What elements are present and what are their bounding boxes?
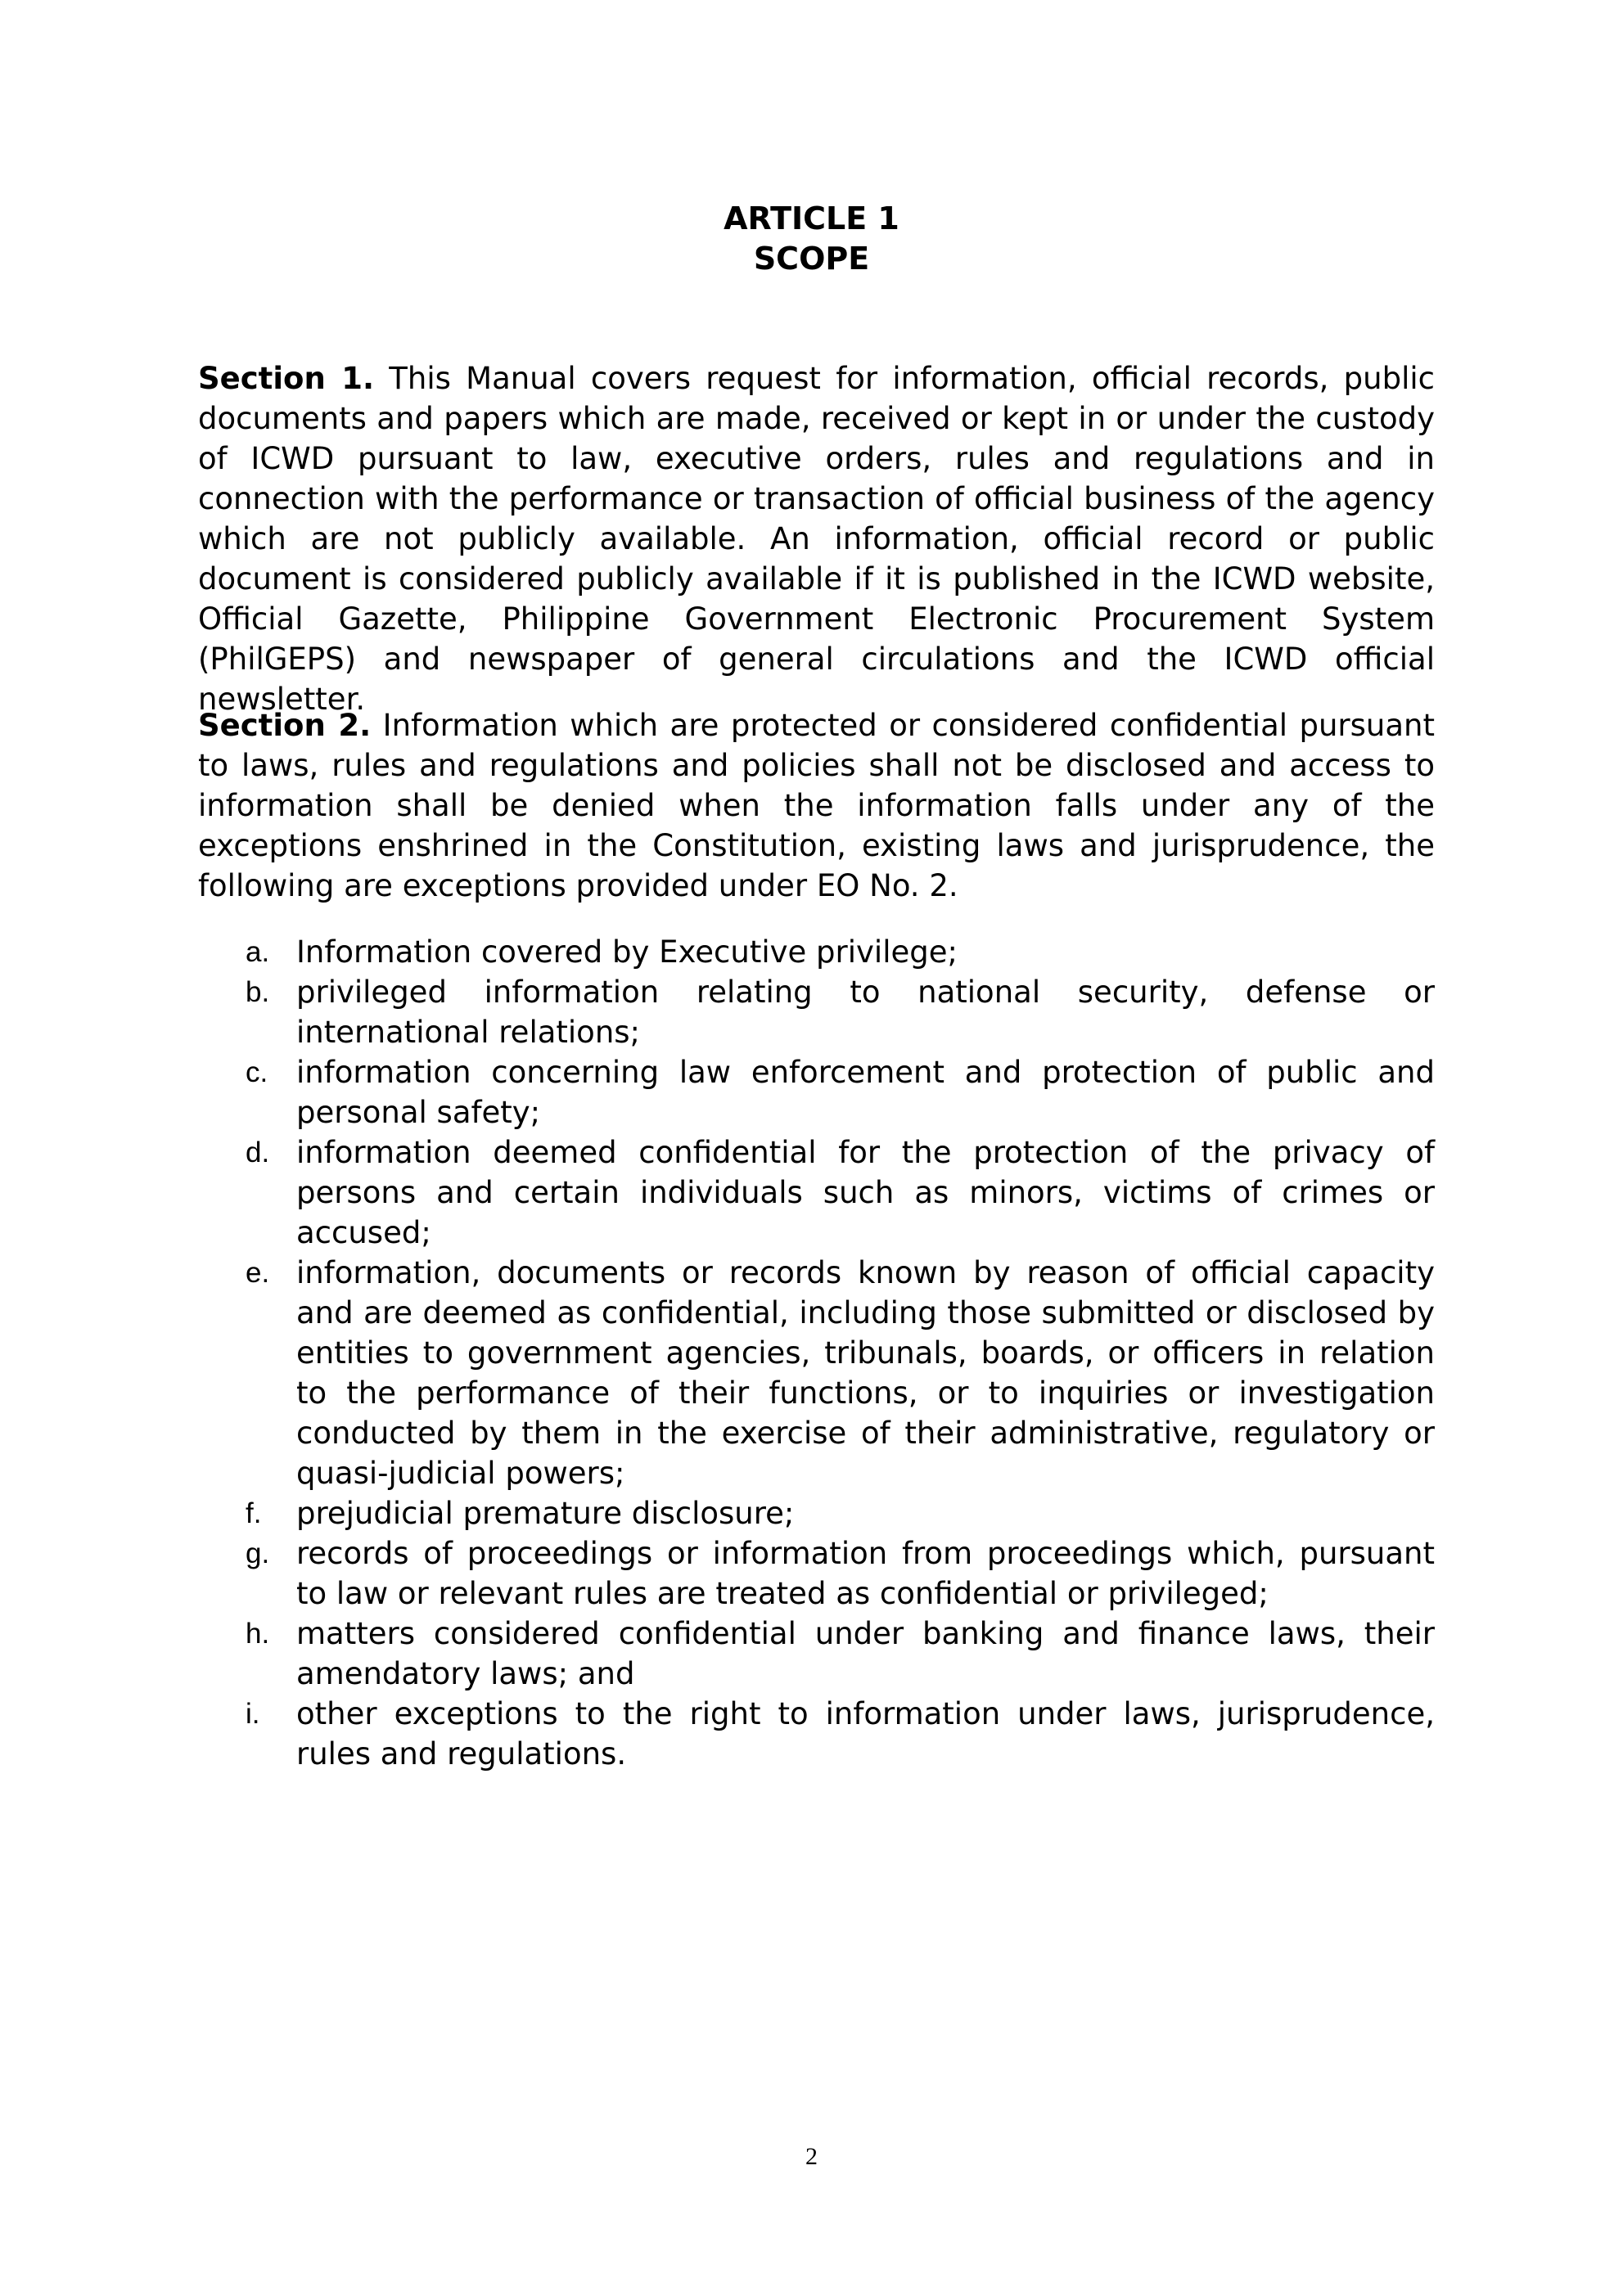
list-item (198, 1132, 1435, 1253)
page-number: 2 (805, 2143, 818, 2170)
exceptions-list (198, 932, 1435, 1774)
list-item-text: information concerning law enforcement and protection of public and personal safety; (296, 1055, 1435, 1130)
list-marker: d. (246, 1137, 270, 1168)
list-marker: b. (246, 976, 270, 1008)
section-2-label: Section 2. (198, 708, 372, 743)
list-item-text: matters considered confidential under banking and finance laws, their amendatory laws; and (296, 1616, 1435, 1691)
list-item (198, 1253, 1435, 1493)
list-marker: h. (246, 1618, 270, 1650)
list-item (198, 1533, 1435, 1614)
list-item-text: information, documents or records known by reason of official capacity and are deemed as confidential, including those submitted or disclosed by entities to government agencies, tribunals, boards, or officers in relation to the performance of their functions, or to inquiries or investigation conducted by them in the exercise of their administrative, regulatory or quasi-judicial powers; (296, 1255, 1435, 1491)
list-marker: a. (246, 936, 270, 968)
article-title-heading: SCOPE (753, 241, 870, 277)
list-item (198, 972, 1435, 1052)
list-item (198, 1052, 1435, 1132)
section-2-text: Information which are protected or considered confidential pursuant to laws, rules and regulations and policies shall not be disclosed and access to information shall be denied when the information falls under any of the exceptions enshrined in the Constitution, existing laws and jurisprudence, the following are exceptions provided under EO No. 2. (198, 708, 1435, 903)
list-item-text: information deemed confidential for the protection of the privacy of persons and certain individuals such as minors, victims of crimes or accused; (296, 1135, 1435, 1250)
section-1-label: Section 1. (198, 361, 374, 396)
list-item-text: privileged information relating to national security, defense or international relations; (296, 975, 1435, 1050)
list-marker: f. (246, 1497, 262, 1529)
list-item-text: prejudicial premature disclosure; (296, 1496, 795, 1531)
list-marker: c. (246, 1056, 268, 1088)
list-item-text: Information covered by Executive privilege; (296, 934, 958, 970)
section-2-paragraph (198, 705, 1435, 906)
list-item (198, 1493, 1435, 1533)
section-1-paragraph (198, 358, 1435, 719)
list-marker: i. (246, 1698, 260, 1730)
section-1-text: This Manual covers request for information, official records, public documents and papers which are made, received or kept in or under the custody of ICWD pursuant to law, executive orders, rules and regulations and in connection with the performance or transaction of official business of the agency which are not publicly available. An information, official record or public document is considered publicly available if it is published in the ICWD website, Official Gazette, Philippine Government Electronic Procurement System (PhilGEPS) and newspaper of general circulations and the ICWD official newsletter. (198, 361, 1435, 717)
list-item (198, 1614, 1435, 1694)
article-number-heading: ARTICLE 1 (724, 200, 899, 236)
list-marker: g. (246, 1537, 270, 1569)
list-item (198, 1694, 1435, 1774)
list-item (198, 932, 1435, 972)
list-item-text: records of proceedings or information from proceedings which, pursuant to law or relevant rules are treated as confidential or privileged; (296, 1536, 1435, 1611)
list-marker: e. (246, 1257, 270, 1289)
list-item-text: other exceptions to the right to information under laws, jurisprudence, rules and regulations. (296, 1696, 1435, 1772)
